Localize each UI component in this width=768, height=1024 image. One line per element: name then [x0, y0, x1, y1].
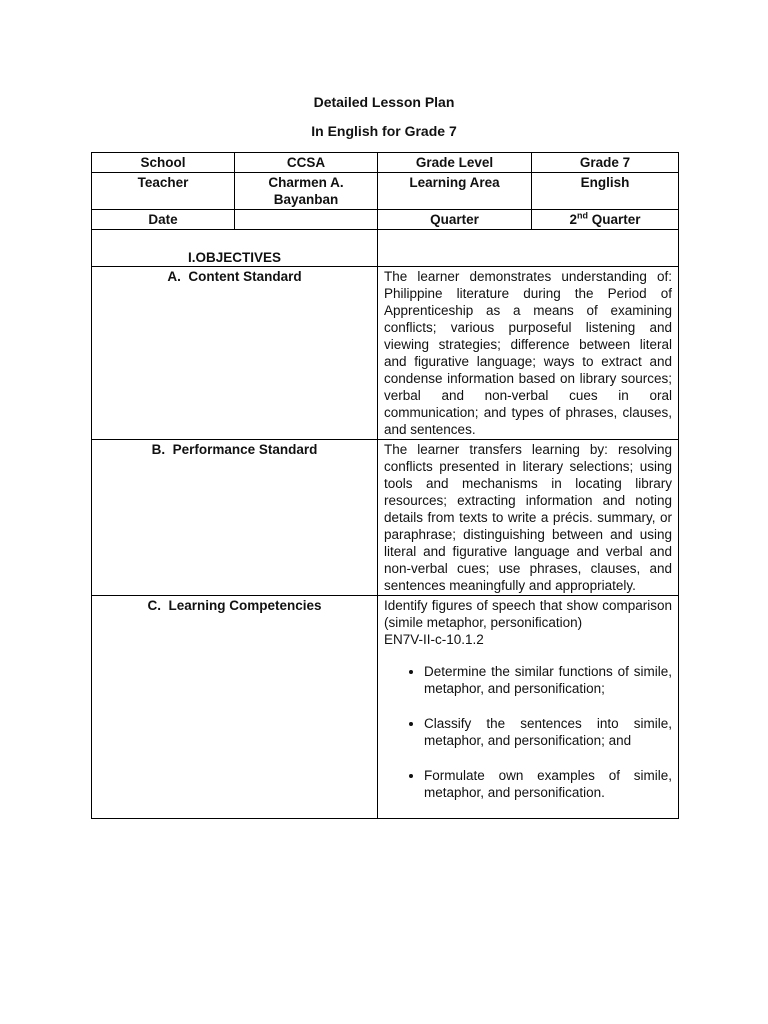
school-value: CCSA: [235, 153, 378, 173]
school-label: School: [92, 153, 235, 173]
school-row: [92, 153, 679, 173]
quarter-ordinal-suffix: nd: [576, 210, 588, 221]
learning-competencies-intro: Identify figures of speech that show comparison (simile metaphor, personification): [384, 598, 672, 630]
date-label: Date: [92, 210, 235, 230]
objectives-heading-empty-cell: [378, 230, 679, 267]
objectives-heading: I.OBJECTIVES: [92, 230, 378, 267]
performance-standard-text: The learner transfers learning by: resolving conflicts presented in literary selections; using tools and mechanisms in locating library resources; extracting information and noting details from texts to write a précis. summary, or paraphrase; distinguishing between and using literal and figurative language and verbal and non-verbal cues; use phrases, clauses, and sentences meaningfully and appropriately.: [378, 440, 679, 596]
quarter-value: [532, 210, 679, 230]
content-standard-row: [92, 267, 679, 440]
date-value: [235, 210, 378, 230]
document-subtitle: In English for Grade 7: [311, 123, 457, 139]
content-standard-text: The learner demonstrates understanding of: Philippine literature during the Period of Apprenticeship as a means of examining conflicts; various purposeful listening and viewing strategies; difference between literal and figurative language; ways to extract and condense information based on library sources; verbal and non-verbal cues in oral communication; and types of phrases, clauses, and sentences.: [378, 267, 679, 440]
date-row: [92, 210, 679, 230]
performance-standard-row: [92, 440, 679, 596]
performance-standard-label: B. Performance Standard: [92, 440, 378, 596]
competency-bullet: • Classify the sentences into simile, metaphor, and personification; and: [424, 715, 672, 749]
grade-level-value: Grade 7: [532, 153, 679, 173]
competency-bullet-list: [384, 663, 672, 801]
objectives-heading-row: [92, 230, 679, 267]
quarter-label: Quarter: [378, 210, 532, 230]
learning-competencies-row: [92, 596, 679, 819]
competency-bullet: • Formulate own examples of simile, metaphor, and personification.: [424, 767, 672, 801]
content-standard-label: A. Content Standard: [92, 267, 378, 440]
competency-code: EN7V-II-c-10.1.2: [384, 632, 484, 647]
lesson-plan-table: [91, 152, 679, 819]
quarter-word: Quarter: [587, 212, 641, 227]
learning-area-label: Learning Area: [378, 173, 532, 210]
competency-bullet: • Determine the similar functions of simile, metaphor, and personification;: [424, 663, 672, 697]
learning-competencies-cell: [378, 596, 679, 819]
document-title: Detailed Lesson Plan: [313, 94, 455, 110]
teacher-row: [92, 173, 679, 210]
teacher-value: Charmen A. Bayanban: [235, 173, 378, 210]
quarter-number: 2: [569, 212, 577, 227]
grade-level-label: Grade Level: [378, 153, 532, 173]
teacher-label: Teacher: [92, 173, 235, 210]
learning-area-value: English: [532, 173, 679, 210]
learning-competencies-label: C. Learning Competencies: [92, 596, 378, 819]
